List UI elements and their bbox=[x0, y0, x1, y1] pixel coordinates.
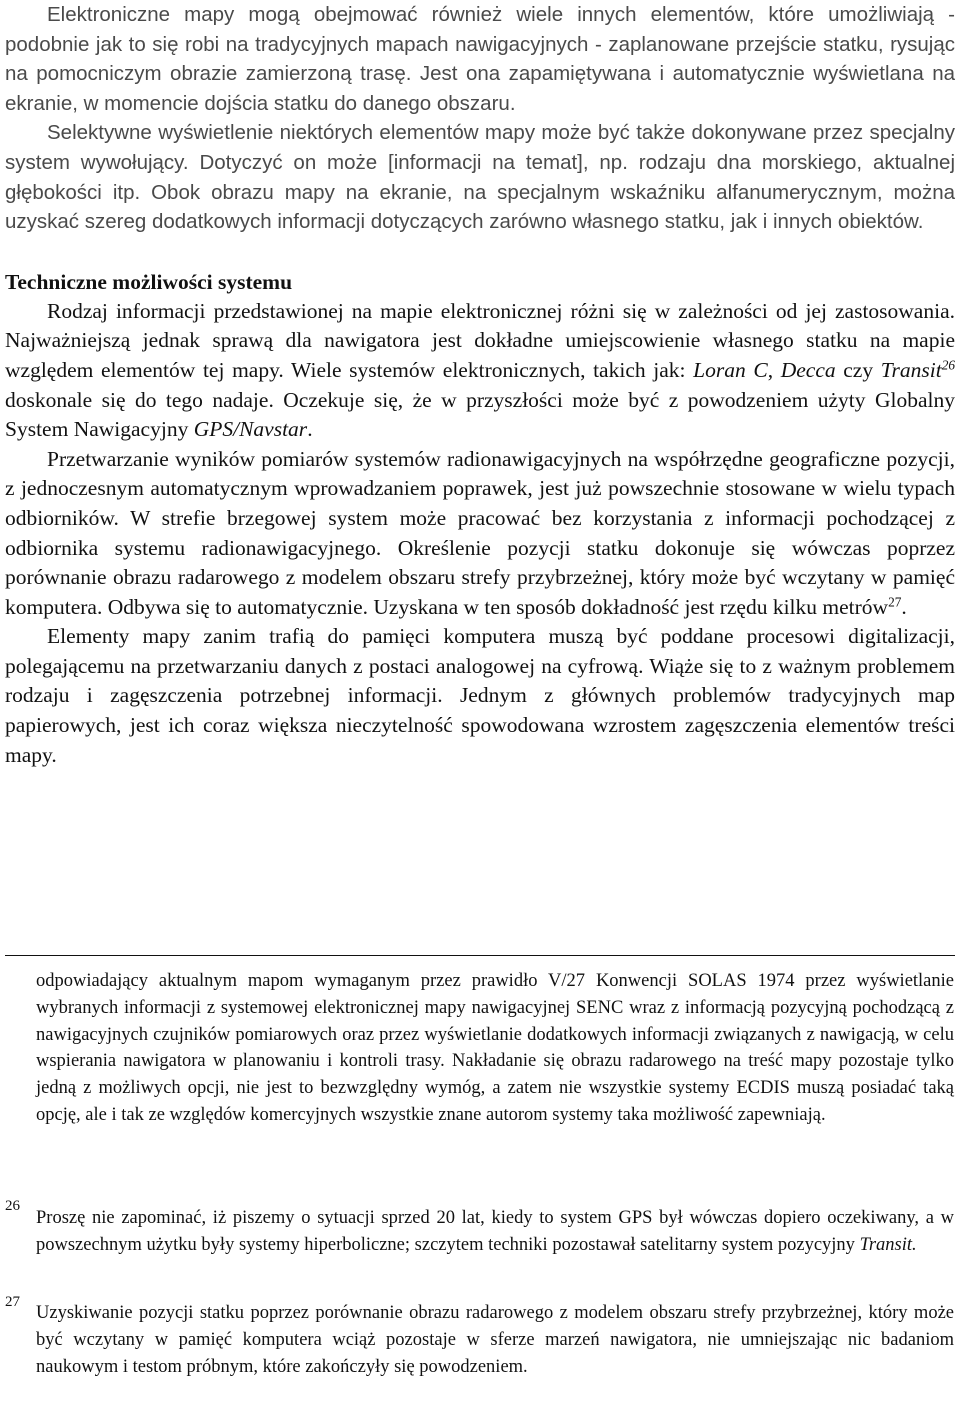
footnote-ref-26: 26 bbox=[941, 357, 956, 373]
paragraph-electronic-maps: Elektroniczne mapy mogą obejmować również wiele innych elementów, które umożliwiają - podobnie jak to się robi na tradycyjnych mapach nawigacyjnych - zaplanowane przejście statku, rysując na pomocniczym obrazie zamierzoną trasę. Jest ona zapamiętywana i automatycznie wyświetlana na ekranie, w momencie dojścia statku do danego obszaru. bbox=[5, 3, 955, 115]
paragraph-digitalization: Elementy mapy zanim trafią do pamięci komputera muszą być poddane procesowi digitalizacji, polegającemu na przetwarzaniu danych z postaci analogowej na cyfrową. Wiąże się to z ważnym problemem rodzaju i zagęszczenia potrzebnej informacji. Jednym z głównych problemów tradycyjnych map papierowych, jest ich coraz większa nieczytelność spowodowana wzrostem zagęszczenia elementów treści mapy. bbox=[5, 624, 955, 767]
paragraph-information-type: Rodzaj informacji przedstawionej na mapie elektronicznej różni się w zależności od jej zastosowania. Najważniejszą jednak sprawą dla nawigatora jest dokładne umiejscowienie własnego statku na mapie względem elementów tej mapy. Wiele systemów elektronicznych, takich jak: Loran C, Decca czy Transit$^{26}$ doskonale się do tego nadaje. Oczekuje się, że w przyszłości może być z powodzeniem użyty Globalny System Nawigacyjny GPS/Navstar. bbox=[5, 298, 956, 442]
footnote-continued: odpowiadający aktualnym mapom wymaganym przez prawidło V/27 Konwencji SOLAS 1974 przez wyświetlanie wybranych informacji z systemowej elektronicznej mapy nawigacyjnej SENC wraz z informacją pozycyjną pochodzącą z nawigacyjnych czujników pomiarowych oraz przez wyświetlanie dodatkowych informacji związanych z nawigacją, w celu wspierania nawigatora w planowaniu i kontroli trasy. Nakładanie się obrazu radarowego na treść mapy pozostaje tylko jedną z możliwych opcji, nie jest to bezwzględny wymóg, a zatem nie wszystkie systemy ECDIS muszą posiadać taką opcję, ale i tak ze względów komercyjnych wszystkie znane autorom systemy taka możliwość zapewniają. bbox=[36, 971, 954, 1125]
footnote-transit-term: Transit. bbox=[859, 1234, 917, 1255]
footnote-separator bbox=[5, 955, 955, 956]
footnote-number-27: 27 bbox=[5, 1294, 20, 1310]
section-heading: Techniczne możliwości systemu bbox=[5, 269, 293, 294]
paragraph-processing: Przetwarzanie wyników pomiarów systemów radionawigacyjnych na współrzędne geograficzne pozycji, z jednoczesnym automatycznym wprowadzaniem poprawek, jest już powszechnie stosowane w wielu typach odbiorników. W strefie brzegowej system może pracować bez korzystania z informacji pochodzącej z odbiornika systemu radionawigacyjnego. Określenie pozycji statku dokonuje się wówczas poprzez porównanie obrazu radarowego z modelem obszaru strefy przybrzeżnej, który może być wczytany w pamięć komputera. Odbywa się to automatycznie. Uzyskana w ten sposób dokładność jest rzędu kilku metrów$^{27}$. bbox=[5, 446, 955, 619]
decca-term: Decca bbox=[780, 357, 836, 382]
footnote-ref-27: 27 bbox=[888, 594, 902, 610]
loran-term: Loran C bbox=[693, 357, 768, 382]
transit-term: Transit bbox=[880, 357, 942, 382]
main-text bbox=[5, 0, 955, 770]
gps-term: GPS/Navstar bbox=[193, 417, 308, 442]
paragraph-selective-display: Selektywne wyświetlenie niektórych elementów mapy może być także dokonywane przez specjalny system wywołujący. Dotyczyć on może [informacji na temat], np. rodzaju dna morskiego, aktualnej głębokości itp. Obok obrazu mapy na ekranie, na specjalnym wskaźniku alfanumerycznym, można uzyskać szereg dodatkowych informacji dotyczących zarówno własnego statku, jak i innych obiektów. bbox=[5, 121, 955, 234]
footnote-number-26: 26 bbox=[5, 1198, 20, 1214]
footnote-27: Uzyskiwanie pozycji statku poprzez porównanie obrazu radarowego z modelem obszaru strefy przybrzeżnej, który może być wczytany w pamięć komputera wciąż pozostaje w sferze marzeń nawigatora, nie umniejszając nic badaniom naukowym i testom próbnym, które zakończyły się powodzeniem. bbox=[36, 1303, 954, 1377]
footnote-26: Proszę nie zapominać, iż piszemy o sytuacji sprzed 20 lat, kiedy to system GPS był wówczas dopiero oczekiwany, a w powszechnym użytku były systemy hiperboliczne; szczytem techniki pozostawał satelitarny system pozycyjny Transit. bbox=[36, 1208, 954, 1255]
